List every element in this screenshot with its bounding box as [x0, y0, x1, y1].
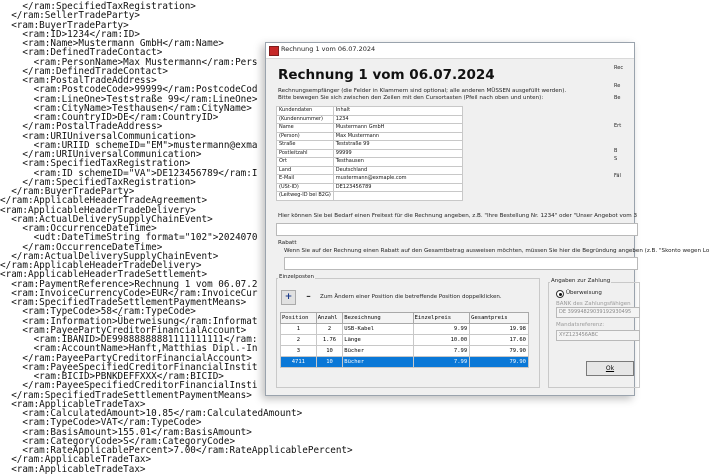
- buyer-field-label: Kundendaten: [277, 107, 334, 116]
- xml-line: <ram:ApplicableHeaderTradeSettlement>: [0, 269, 208, 281]
- xml-line: <ram:ApplicableTradeTax>: [0, 398, 146, 410]
- buyer-row[interactable]: [277, 124, 463, 133]
- iban-value: DE 39994829039192930495: [559, 309, 632, 315]
- buyer-row[interactable]: [277, 192, 463, 201]
- xml-line: <ram:PersonName>Max Mustermann</ram:Pers: [0, 56, 258, 68]
- xml-line: <ram:SpecifiedTradeSettlementPaymentMeans>: [0, 297, 247, 308]
- xml-line: <ram:ID schemeID="VA">DE123456789</ram:I: [0, 167, 258, 179]
- buyer-field-label: E-Mail: [277, 175, 334, 184]
- ok-label: Ok: [605, 365, 615, 372]
- remove-position-button[interactable]: –: [306, 292, 311, 302]
- mandate-label: Mandatsreferenz:: [556, 322, 605, 328]
- buyer-row[interactable]: [277, 149, 463, 158]
- xml-line: <ram:CityName>Testhausen</ram:CityName>: [0, 102, 252, 114]
- positions-hint: Zum Ändern einer Position die betreffende Position doppelklicken.: [320, 294, 502, 300]
- right-panel-label: Ert: [614, 123, 622, 129]
- column-header[interactable]: Position: [281, 313, 317, 324]
- buyer-field-value[interactable]: [333, 192, 462, 201]
- xml-line: <ram:PayeePartyCreditorFinancialAccount>: [0, 324, 247, 336]
- xml-line: </ram:SpecifiedTaxRegistration>: [0, 176, 196, 188]
- positions-title: Einzelposten: [279, 274, 315, 280]
- right-panel-label: Be: [614, 95, 621, 101]
- table-cell: Länge: [343, 335, 413, 346]
- xml-line: <ram:CategoryCode>S</ram:CategoryCode>: [0, 435, 236, 447]
- instruction-text: Rechnungsempfänger (die Felder in Klammern sind optional; alle anderen MÜSSEN ausgefüllt werden).: [278, 88, 567, 94]
- buyer-field-value[interactable]: Deutschland: [333, 166, 462, 175]
- xml-line: <ram:CountryID>DE</ram:CountryID>: [0, 112, 219, 123]
- xml-line: <ram:PaymentReference>Rechnung 1 vom 06.07.2: [0, 278, 258, 290]
- buyer-field-label: (Kundennummer): [277, 115, 334, 124]
- buyer-field-value[interactable]: mustermann@exmaple.com: [333, 175, 462, 184]
- buyer-field-value[interactable]: DE123456789: [333, 183, 462, 192]
- buyer-field-value[interactable]: Testhausen: [333, 158, 462, 167]
- payment-option-label: Überweisung: [566, 290, 602, 296]
- buyer-field-label: (Person): [277, 132, 334, 141]
- column-header[interactable]: Gesamtpreis: [470, 313, 529, 324]
- table-cell: Bücher: [343, 346, 413, 357]
- buyer-row[interactable]: [277, 183, 463, 192]
- table-cell: 7.99: [413, 346, 470, 357]
- xml-line: </ram:SpecifiedTaxRegistration>: [0, 1, 196, 12]
- right-panel-label: Rec: [614, 65, 624, 71]
- table-cell: 17.60: [470, 335, 529, 346]
- buyer-field-label: (USt-ID): [277, 183, 334, 192]
- window-title: Rechnung 1 vom 06.07.2024: [281, 45, 376, 53]
- buyer-row[interactable]: [277, 115, 463, 124]
- buyer-field-label: Ort: [277, 158, 334, 167]
- right-panel-label: Fäl: [614, 173, 621, 179]
- buyer-row[interactable]: [277, 158, 463, 167]
- buyer-field-label: (Leitweg-ID bei B2G): [277, 192, 334, 201]
- right-panel-label: Re: [614, 83, 621, 89]
- table-cell: 7.99: [413, 357, 470, 368]
- xml-line: <ram:BuyerTradeParty>: [0, 19, 129, 31]
- mandate-field[interactable]: [556, 330, 640, 341]
- xml-line: <ram:DefinedTradeContact>: [0, 47, 163, 59]
- buyer-field-value[interactable]: 99999: [333, 149, 462, 158]
- buyer-field-value[interactable]: Teststraße 99: [333, 141, 462, 150]
- xml-line: <ram:PayeeSpecifiedCreditorFinancialInstit: [0, 361, 258, 373]
- discount-title: Rabatt: [278, 240, 297, 246]
- freetext-input[interactable]: [276, 223, 638, 236]
- buyer-field-label: Straße: [277, 141, 334, 150]
- xml-line: </ram:ApplicableHeaderTradeDelivery>: [0, 260, 202, 271]
- xml-line: </ram:DefinedTradeContact>: [0, 65, 168, 77]
- xml-line: <ram:ID>1234</ram:ID>: [0, 28, 140, 40]
- table-cell: Bücher: [343, 357, 413, 368]
- xml-line: </ram:SellerTradeParty>: [0, 10, 140, 22]
- table-cell: 19.98: [470, 324, 529, 335]
- xml-line: <udt:DateTimeString format="102">2024070: [0, 232, 258, 244]
- xml-line: <ram:ApplicableTradeTax>: [0, 463, 146, 475]
- table-cell: 10.00: [413, 335, 470, 346]
- xml-line: <ram:PostcodeCode>99999</ram:PostcodeCod: [0, 84, 258, 96]
- instruction-text-2: Bitte bewegen Sie sich zwischen den Zeilen mit den Cursortasten (Pfeil nach oben und unten):: [278, 95, 544, 101]
- table-cell: 1.76: [316, 335, 343, 346]
- freetext-label: Hier können Sie bei Bedarf einen Freitext für die Rechnung angeben, z.B. "Ihre Bestellung Nr. 1234" oder "Unser Angebot vom 3: [278, 213, 638, 219]
- app-icon: [269, 46, 279, 56]
- payment-title: Angaben zur Zahlung: [551, 278, 611, 284]
- table-cell: 10: [316, 346, 343, 357]
- xml-line: </ram:ActualDeliverySupplyChainEvent>: [0, 250, 219, 262]
- table-cell: 10: [316, 357, 343, 368]
- table-row[interactable]: [281, 357, 529, 368]
- buyer-row[interactable]: [277, 132, 463, 141]
- xml-line: <ram:RateApplicablePercent>7.00</ram:RateApplicablePercent>: [0, 445, 353, 456]
- table-row[interactable]: [281, 324, 529, 335]
- table-cell: 3: [281, 346, 317, 357]
- discount-label: Wenn Sie auf der Rechnung einen Rabatt auf den Gesamtbetrag ausweisen möchten, müssen Sie hier die Begründung angeben (z.B. "Skonto wegen Lo: [284, 248, 709, 254]
- page-title: Rechnung 1 vom 06.07.2024: [278, 67, 495, 83]
- discount-input[interactable]: [284, 257, 638, 270]
- right-panel-label: S: [614, 156, 618, 162]
- xml-line: <ram:CalculatedAmount>10.85</ram:CalculatedAmount>: [0, 408, 303, 419]
- xml-line: <ram:TypeCode>58</ram:TypeCode>: [0, 306, 196, 318]
- right-panel-label: B: [614, 148, 618, 154]
- xml-line: <ram:AccountName>Hanft,Matthias Dipl.-In: [0, 343, 258, 355]
- dialog-titlebar: [266, 43, 634, 59]
- xml-line: </ram:PayeeSpecifiedCreditorFinancialInsti: [0, 380, 258, 392]
- buyer-row[interactable]: [277, 175, 463, 184]
- xml-line: <ram:InvoiceCurrencyCode>EUR</ram:InvoiceCur: [0, 287, 258, 299]
- table-cell: 79.90: [470, 346, 529, 357]
- xml-line: <ram:URIUniversalCommunication>: [0, 130, 196, 142]
- xml-line: </ram:BuyerTradeParty>: [0, 186, 135, 197]
- column-header[interactable]: Anzahl: [316, 313, 343, 324]
- table-cell: 79.90: [470, 357, 529, 368]
- xml-line: <ram:SpecifiedTaxRegistration>: [0, 158, 191, 170]
- xml-line: <ram:LineOne>Teststraße 99</ram:LineOne>: [0, 93, 258, 105]
- buyer-field-label: Land: [277, 166, 334, 175]
- xml-line: </ram:OccurrenceDateTime>: [0, 241, 163, 253]
- invoice-dialog: [265, 42, 709, 396]
- buyer-field-value[interactable]: 1234: [333, 115, 462, 124]
- buyer-row[interactable]: [277, 141, 463, 150]
- xml-line: <ram:IBANID>DE99888888881111111111</ram:: [0, 334, 258, 345]
- column-header[interactable]: Bezeichnung: [343, 313, 413, 324]
- iban-field[interactable]: [556, 307, 640, 318]
- column-header[interactable]: Einzelpreis: [413, 313, 470, 324]
- xml-line: </ram:SpecifiedTradeSettlementPaymentMeans>: [0, 389, 252, 401]
- table-cell: 9.99: [413, 324, 470, 335]
- xml-line: <ram:BasisAmount>155.01</ram:BasisAmount>: [0, 426, 252, 438]
- xml-line: </ram:PayeePartyCreditorFinancialAccount>: [0, 352, 252, 364]
- buyer-row[interactable]: [277, 166, 463, 175]
- table-cell: 2: [316, 324, 343, 335]
- buyer-field-value[interactable]: Inhalt: [333, 107, 462, 116]
- table-cell: 4711: [281, 357, 317, 368]
- table-cell: 2: [281, 335, 317, 346]
- xml-line: </ram:URIUniversalCommunication>: [0, 149, 202, 160]
- xml-line: <ram:URIID schemeID="EM">mustermann@exma: [0, 139, 258, 151]
- xml-line: <ram:TypeCode>VAT</ram:TypeCode>: [0, 417, 202, 429]
- buyer-field-value[interactable]: Mustermann GmbH: [333, 124, 462, 133]
- buyer-field-label: Postleitzahl: [277, 149, 334, 158]
- xml-line: <ram:PostalTradeAddress>: [0, 75, 157, 86]
- payment-radio[interactable]: [556, 290, 564, 298]
- xml-line: <ram:Information>Überweisung</ram:Informat: [0, 315, 258, 327]
- buyer-field-label: Name: [277, 124, 334, 133]
- table-cell: 1: [281, 324, 317, 335]
- bic-label: BANK des Zahlungsfähigen: [556, 301, 631, 307]
- xml-line: <ram:OccurrenceDateTime>: [0, 223, 157, 234]
- xml-line: <ram:ApplicableHeaderTradeDelivery>: [0, 204, 196, 216]
- mandate-value: XYZ123456ABC: [559, 332, 599, 338]
- xml-line: </ram:PostalTradeAddress>: [0, 121, 163, 133]
- table-cell: USB-Kabel: [343, 324, 413, 335]
- table-row[interactable]: [281, 335, 529, 346]
- buyer-row[interactable]: [277, 107, 463, 116]
- xml-line: <ram:ActualDeliverySupplyChainEvent>: [0, 213, 213, 225]
- xml-line: </ram:ApplicableTradeTax>: [0, 454, 152, 466]
- table-row[interactable]: [281, 346, 529, 357]
- xml-line: <ram:Name>Mustermann GmbH</ram:Name>: [0, 38, 224, 49]
- add-position-button[interactable]: +: [281, 290, 296, 305]
- ok-button[interactable]: [586, 361, 634, 376]
- positions-table[interactable]: [280, 312, 529, 368]
- buyer-field-value[interactable]: Max Mustermann: [333, 132, 462, 141]
- buyer-table[interactable]: [276, 106, 463, 201]
- xml-line: <ram:BICID>PBNKDEFFXXX</ram:BICID>: [0, 371, 224, 382]
- xml-line: </ram:ApplicableHeaderTradeAgreement>: [0, 195, 208, 207]
